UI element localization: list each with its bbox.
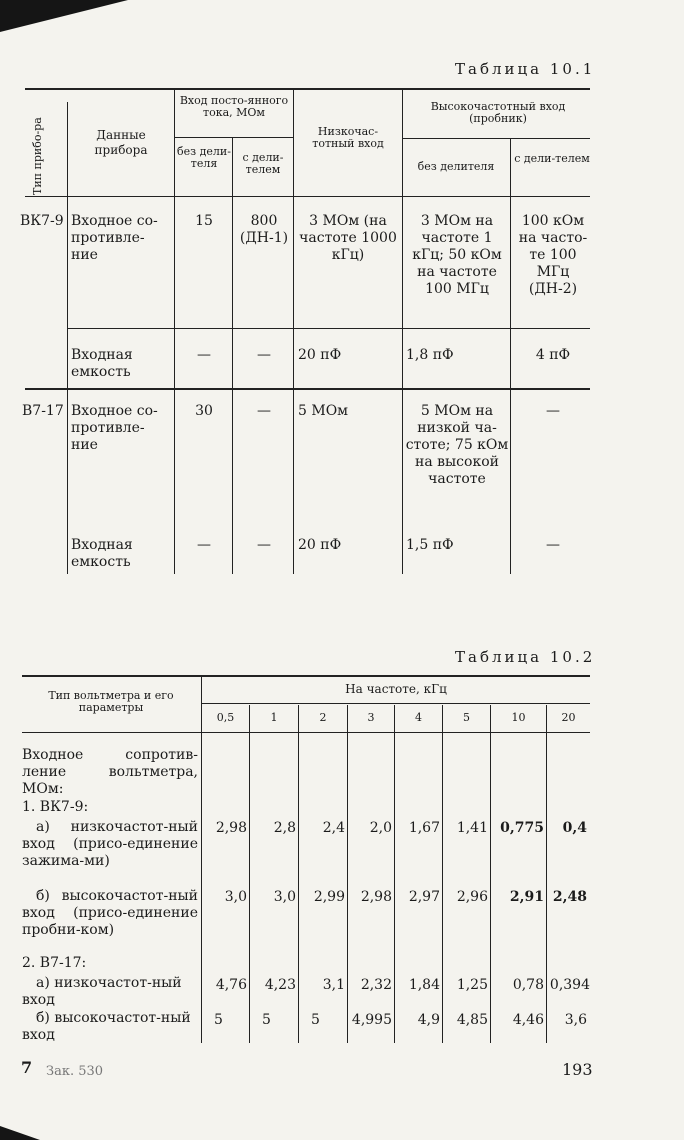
t2-group-label: 1. ВК7-9: <box>22 799 89 815</box>
t1-header-hf-div: с дели-телем <box>514 152 590 165</box>
t1-cell: 5 МОм на низкой ча-стоте; 75 кОм на высокой частоте <box>405 403 509 487</box>
t1-header-dc: Вход посто-янного тока, МОм <box>179 94 289 119</box>
t1-top-rule <box>25 88 590 90</box>
t2-cell: 2,8 <box>273 820 296 836</box>
t2-cell: 5 <box>262 1012 271 1028</box>
t2-freq-label: 20 <box>561 711 576 724</box>
t1-cell: 20 пФ <box>298 537 342 553</box>
t1-group-rule <box>25 388 590 390</box>
t2-cell: 2,99 <box>313 889 345 905</box>
t2-row-label: б) высокочастот-ный вход (присо-единение пробни-ком) <box>22 888 198 938</box>
t2-cell: 4,995 <box>351 1012 392 1028</box>
t2-cell: 2,98 <box>215 820 247 836</box>
page-number: 193 <box>562 1060 593 1079</box>
t1-row-param: Входное со-противле-ние <box>71 403 158 453</box>
t2-cell: 4,23 <box>264 977 296 993</box>
t1-cell: 1,8 пФ <box>406 347 454 363</box>
t2-header-left: Тип вольтметра и его параметры <box>48 689 174 714</box>
t2-intro: Входное сопротив-ление вольтметра, МОм: <box>22 747 198 797</box>
t1-cell: — <box>546 403 560 419</box>
t1-cell: 1,5 пФ <box>406 537 454 553</box>
t1-col-rule <box>174 90 175 574</box>
t1-header-hf-nodiv: без делителя <box>417 160 495 173</box>
t2-cell: 2,0 <box>369 820 392 836</box>
sheet-number: 7 <box>21 1058 33 1077</box>
t1-cell: — <box>197 537 211 553</box>
t1-row1-rule <box>68 328 590 329</box>
t1-header-low: Низкочас-тотный вход <box>312 125 384 150</box>
t1-col-rule <box>402 90 403 574</box>
t1-col-rule <box>232 138 233 574</box>
t2-cell: 5 <box>311 1012 320 1028</box>
t2-freq-label: 5 <box>463 711 470 724</box>
t2-cell: 3,6 <box>564 1012 587 1028</box>
t1-dc-subrule <box>175 137 293 138</box>
t2-cell: 4,85 <box>456 1012 488 1028</box>
t1-cell: — <box>257 403 271 419</box>
t2-freq-subrule <box>202 703 590 704</box>
t2-cell: 2,91 <box>509 889 544 905</box>
t2-cell: 3,0 <box>224 889 247 905</box>
t2-row-label: а) низкочастот-ный вход (присо-единение зажима-ми) <box>22 819 198 869</box>
t1-header-type: Тип прибо-ра <box>31 117 44 195</box>
t2-cell: 4,76 <box>215 977 247 993</box>
t2-cell: 3,1 <box>322 977 345 993</box>
table1-caption: Таблица 10.1 <box>455 60 596 78</box>
scan-shadow-top <box>0 0 128 32</box>
t1-header-dc-div: с дели-телем <box>242 151 284 176</box>
t2-cell: 2,32 <box>360 977 392 993</box>
t2-cell: 1,67 <box>408 820 440 836</box>
t1-cell: 100 кОм на часто-те 100 МГц (ДН-2) <box>518 213 588 297</box>
t2-row-label: а) низкочастот-ный вход <box>22 975 182 1008</box>
t1-row-type: ВК7-9 <box>20 213 64 229</box>
t2-cell: 2,98 <box>360 889 392 905</box>
t2-freq-label: 10 <box>511 711 526 724</box>
t2-cell: 1,84 <box>408 977 440 993</box>
t2-cell: 5 <box>214 1012 223 1028</box>
t2-row-label: б) высокочастот-ный вход <box>22 1010 191 1043</box>
t2-cell: 4,9 <box>417 1012 440 1028</box>
t1-row-param: Входная емкость <box>71 537 133 570</box>
t2-cell: 2,97 <box>408 889 440 905</box>
t1-header-dc-nodiv: без дели-теля <box>177 145 231 170</box>
t1-col-rule <box>67 102 68 574</box>
t2-cell: 0,775 <box>500 820 544 836</box>
t2-cell: 3,0 <box>273 889 296 905</box>
t1-cell: 20 пФ <box>298 347 342 363</box>
t1-col-rule <box>510 139 511 574</box>
t1-row-type: В7-17 <box>22 403 64 419</box>
t1-header-hf: Высокочастотный вход (пробник) <box>430 100 566 125</box>
t2-top-rule <box>22 675 590 677</box>
t1-cell: 3 МОм (на частоте 1000 кГц) <box>299 213 397 263</box>
t2-cell: 2,48 <box>552 889 587 905</box>
t1-cell: — <box>197 347 211 363</box>
table2-caption: Таблица 10.2 <box>455 648 596 666</box>
t2-cell: 0,394 <box>549 977 590 993</box>
t2-freq-label: 3 <box>367 711 375 724</box>
t2-cell: 0,4 <box>562 820 587 836</box>
t1-cell: 15 <box>195 213 213 229</box>
t2-group-label: 2. В7-17: <box>22 955 87 971</box>
t1-cell: — <box>257 537 271 553</box>
t1-cell: 800 (ДН-1) <box>239 213 289 246</box>
t1-header-rule <box>25 196 590 197</box>
t2-cell: 0,78 <box>512 977 544 993</box>
t2-freq-label: 2 <box>319 711 327 724</box>
t2-header-freq: На частоте, кГц <box>345 682 447 696</box>
t2-header-rule <box>22 732 590 733</box>
t2-cell: 2,96 <box>456 889 488 905</box>
t1-cell: — <box>257 347 271 363</box>
t1-col-rule <box>293 90 294 574</box>
print-order: Зак. 530 <box>46 1064 104 1079</box>
t2-freq-label: 1 <box>270 711 278 724</box>
t1-row-param: Входное со-противле-ние <box>71 213 158 263</box>
t1-cell: 30 <box>195 403 213 419</box>
t1-header-data: Данные прибора <box>94 128 148 157</box>
scan-shadow-bottom <box>0 1118 40 1140</box>
t2-freq-label: 0,5 <box>216 711 235 724</box>
t2-cell: 1,25 <box>456 977 488 993</box>
t1-cell: 4 пФ <box>535 347 571 363</box>
t2-freq-label: 4 <box>415 711 422 724</box>
t1-row-param: Входная емкость <box>71 347 133 380</box>
t1-hf-subrule <box>403 138 590 139</box>
t2-cell: 2,4 <box>322 820 345 836</box>
t2-cell: 1,41 <box>456 820 488 836</box>
t1-cell: 3 МОм на частоте 1 кГц; 50 кОм на частоте 100 МГц <box>412 213 502 297</box>
t2-cell: 4,46 <box>512 1012 544 1028</box>
t1-cell: 5 МОм <box>298 403 349 419</box>
t1-cell: — <box>546 537 560 553</box>
